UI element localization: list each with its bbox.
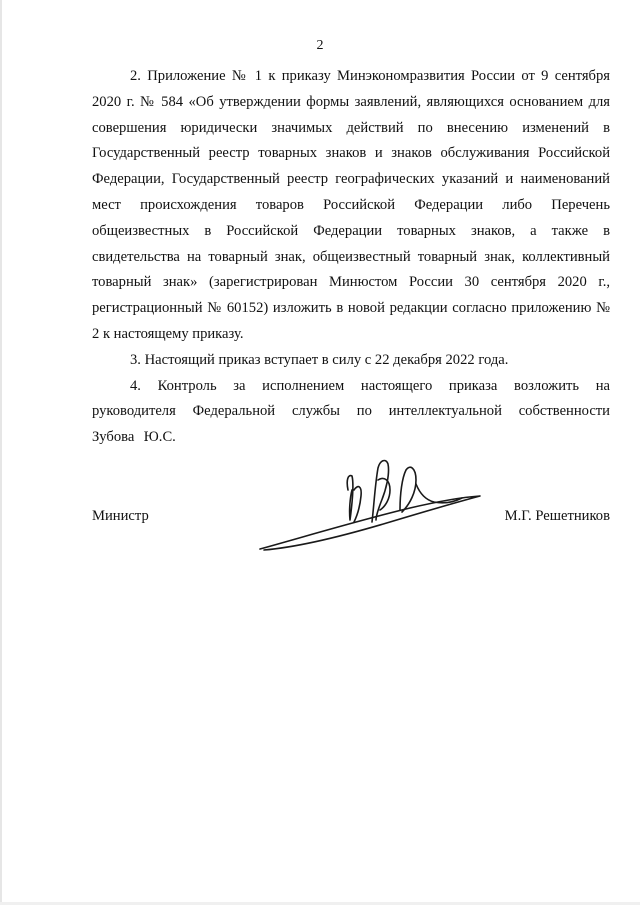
- paragraph-4: 4. Контроль за исполнением настоящего приказа возложить на руководителя Федеральной службы по интеллектуальной собственности Зубова Ю.С.: [92, 377, 610, 446]
- signer-name: М.Г. Решетников: [504, 508, 610, 524]
- position-title: Министр: [92, 508, 149, 524]
- paragraph-2: 2. Приложение № 1 к приказу Минэкономразвития России от 9 сентября 2020 г. № 584 «Об утверждении формы заявлений, являющихся основанием для совершения юридически значимых действий по внесению изменений в Государственный реестр товарных знаков и знаков обслуживания Российской Федерации, Государственный реестр географических указаний и наименований мест происхождения товаров Российской Федерации либо Перечень общеизвестных в Российской Федерации товарных знаков, а также в свидетельства на товарный знак, общеизвестный товарный знак, коллективный товарный знак» (зарегистрирован Минюстом России 30 сентября 2020 г., регистрационный № 60152) изложить в новой редакции согласно приложению № 2 к настоящему приказу.: [92, 68, 610, 342]
- scan-edge: [0, 0, 2, 905]
- page-number: 2: [316, 38, 324, 53]
- order-body: [92, 64, 610, 451]
- paragraph-3: 3. Настоящий приказ вступает в силу с 22 декабря 2022 года.: [130, 351, 509, 368]
- handwritten-signature: [240, 450, 500, 560]
